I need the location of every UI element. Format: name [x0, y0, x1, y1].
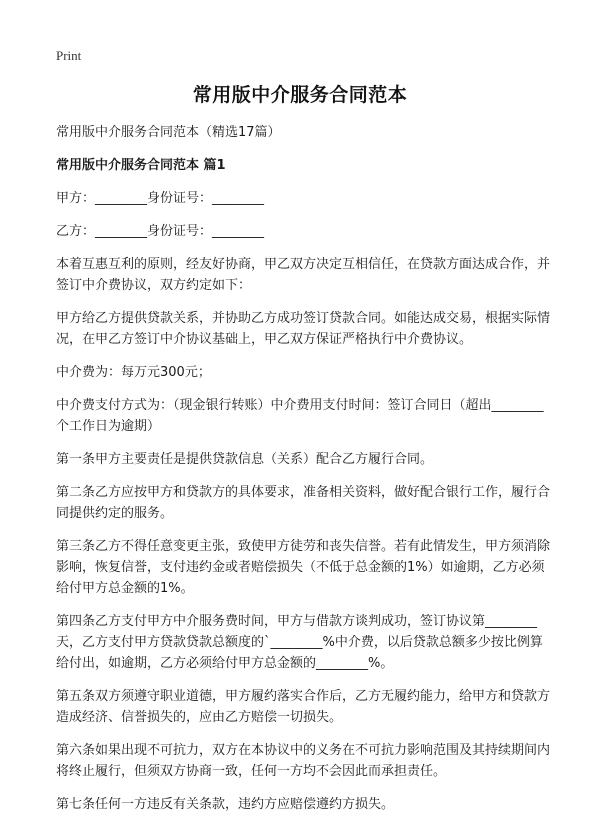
clause-5: 第五条双方须遵守职业道德，甲方履约落实合作后，乙方无履约能力，给甲方和贷款方造成经济、信誉损失的，应由乙方赔偿一切损失。	[56, 689, 551, 725]
clause-3: 第三条乙方不得任意变更主张，致使甲方徒劳和丧失信誉。若有此情发生，甲方须消除影响，恢复信誉，支付违约金或者赔偿损失（不低于总金额的1%）如逾期，乙方必须给付甲方总金额的1%。	[56, 539, 551, 596]
paragraph-loan-relation: 甲方给乙方提供贷款关系，并协助乙方成功签订贷款合同。如能达成交易，根据实际情况，在甲乙方签订中介协议基础上，甲乙双方保证严格执行中介费协议。	[56, 311, 551, 347]
document-body	[56, 122, 552, 827]
clause-7: 第七条任何一方违反有关条款，违约方应赔偿遵约方损失。	[56, 797, 395, 812]
party-a-line: 甲方：________身份证号：________	[56, 191, 265, 206]
paragraph-fee: 中介费为：每万元300元；	[56, 365, 211, 380]
print-label[interactable]: Print	[56, 48, 82, 63]
clause-2: 第二条乙方应按甲方和贷款方的具体要求，准备相关资料，做好配合银行工作，履行合同提供约定的服务。	[56, 485, 551, 521]
section-heading: 常用版中介服务合同范本 篇1	[56, 158, 226, 173]
subtitle: 常用版中介服务合同范本（精选17篇）	[56, 125, 281, 140]
document-title: 常用版中介服务合同范本	[192, 84, 408, 106]
clause-1: 第一条甲方主要责任是提供贷款信息（关系）配合乙方履行合同。	[56, 452, 434, 467]
intro-paragraph: 本着互惠互利的原则，经友好协商，甲乙双方决定互相信任，在贷款方面达成合作，并签订中介费协议，双方约定如下：	[56, 257, 551, 293]
clause-4: 第四条乙方支付甲方中介服务费时间，甲方与借款方谈判成功，签订协议第________天，乙方支付甲方贷款贷款总额度的`________%中介费，以后贷款总额多少按比例算给付出，如逾期，乙方必须给付甲方总金额的________%。	[56, 614, 543, 671]
party-b-line: 乙方：________身份证号：________	[56, 224, 265, 239]
clause-6: 第六条如果出现不可抗力，双方在本协议中的义务在不可抗力影响范围及其持续期间内将终止履行，但须双方协商一致，任何一方均不会因此而承担责任。	[56, 743, 551, 779]
paragraph-payment-method: 中介费支付方式为：（现金银行转账）中介费用支付时间：签订合同日（超出________个工作日为逾期）	[56, 398, 544, 434]
